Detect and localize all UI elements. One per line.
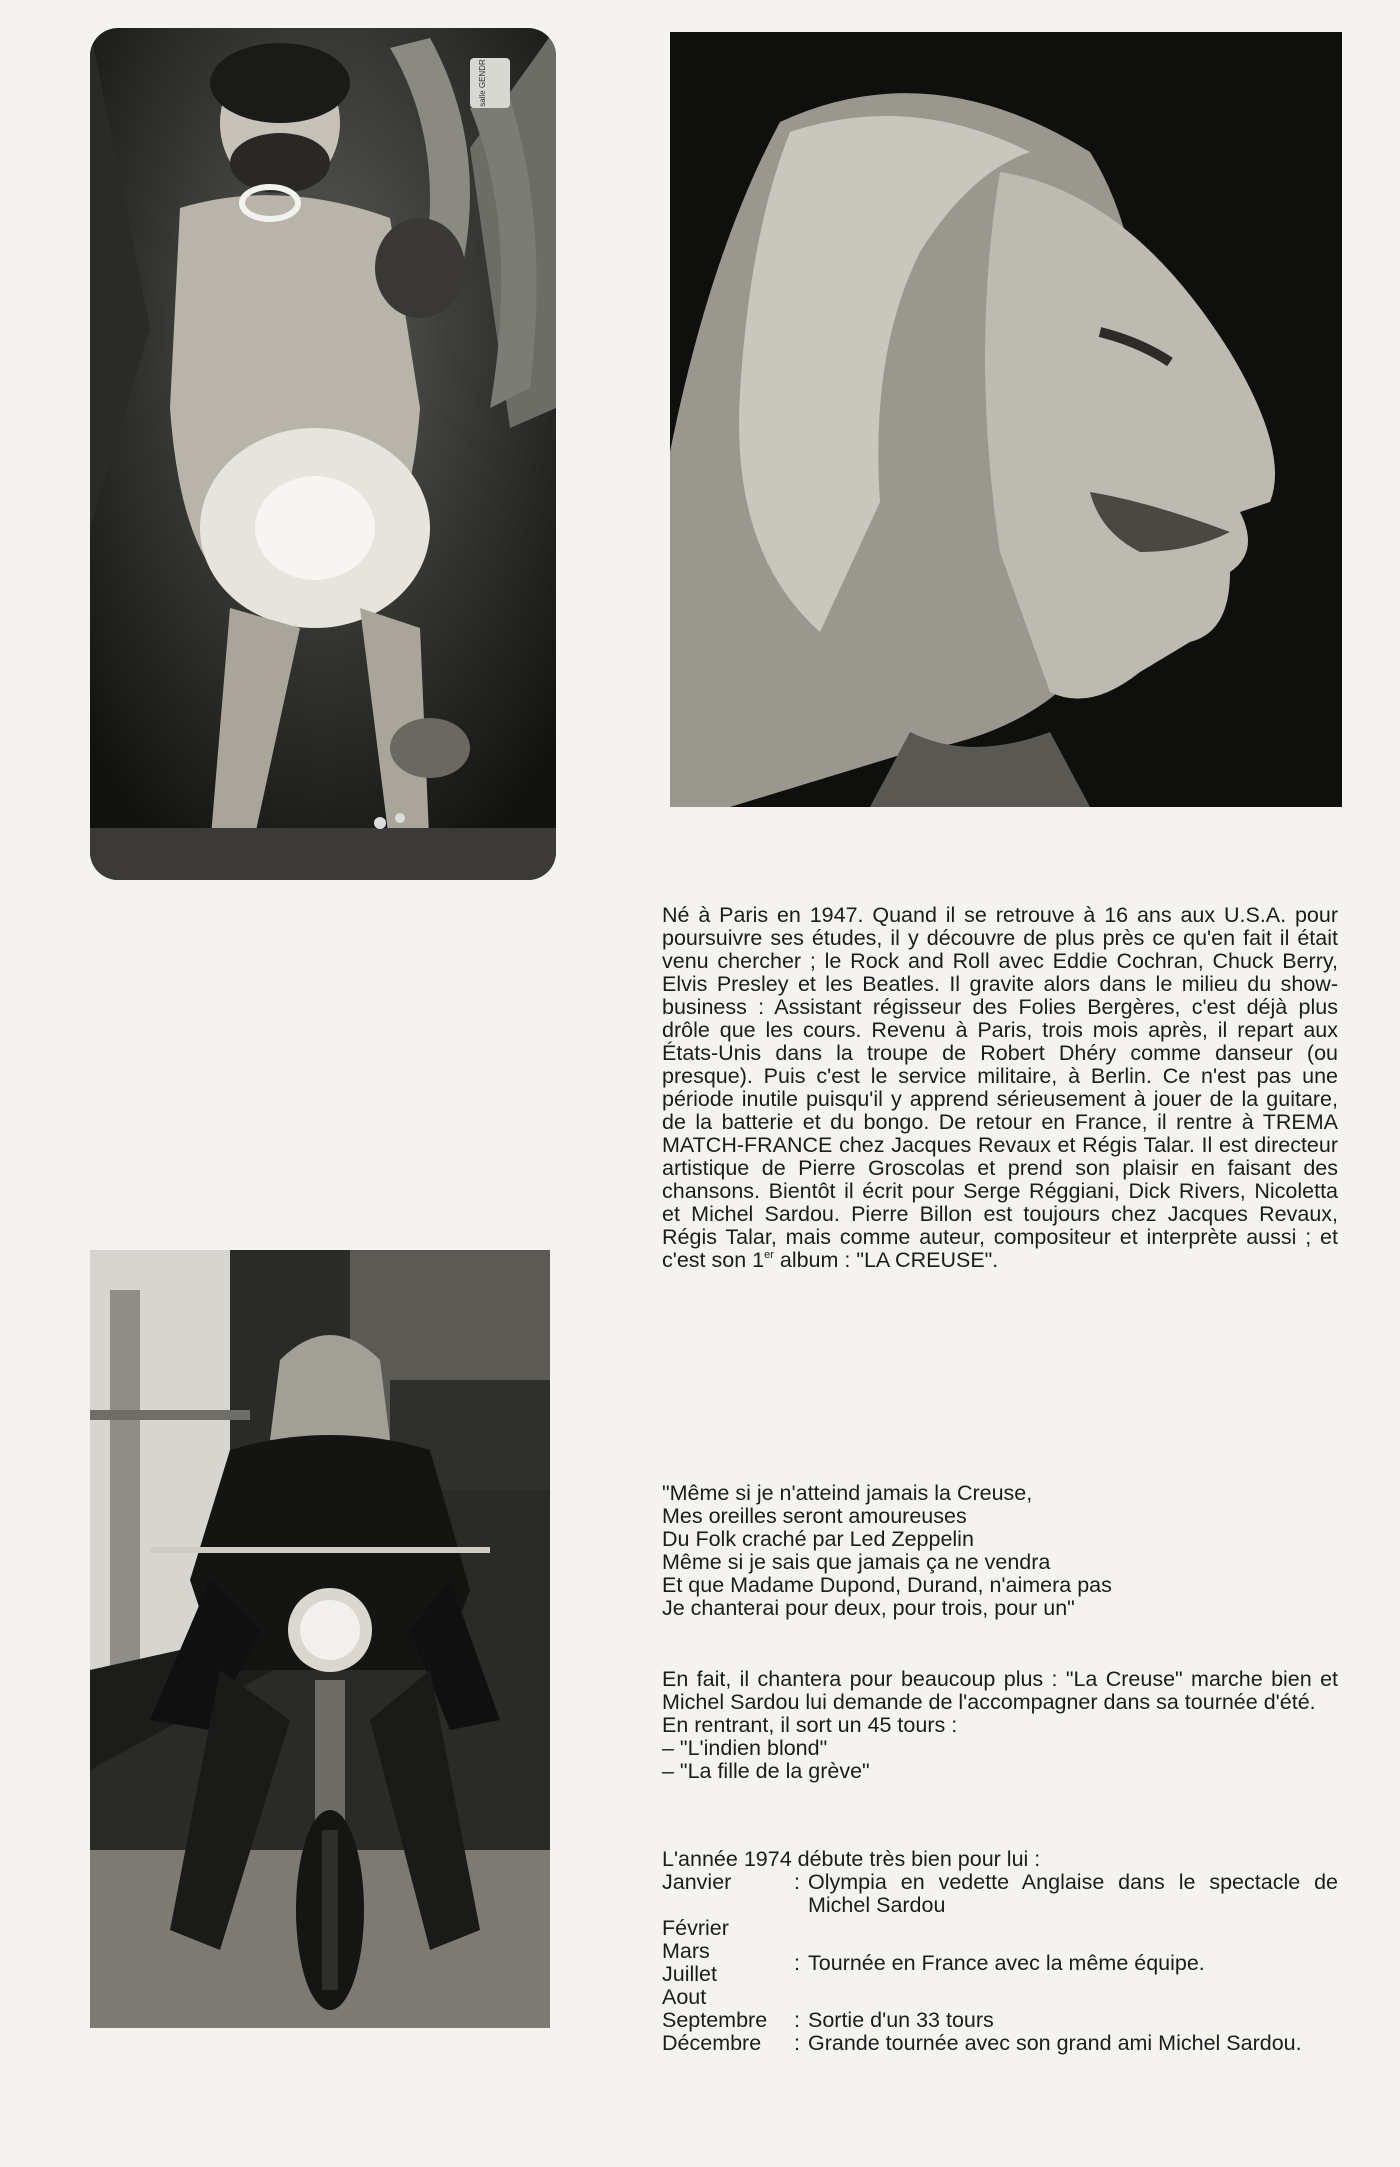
photo-portrait-profile — [670, 32, 1342, 807]
biography-superscript: er — [764, 1249, 774, 1261]
timeline-month: Décembre — [662, 2031, 762, 2055]
follow-up-line: En rentrant, il sort un 45 tours : — [662, 1713, 958, 1737]
follow-up-paragraph — [662, 1668, 1338, 1783]
timeline-row-janvier — [662, 1871, 1338, 1917]
timeline-month: Janvier — [662, 1870, 732, 1894]
timeline-desc: Tournée en France avec la même équipe. — [808, 1950, 1205, 1975]
timeline-1974 — [662, 1848, 1338, 2055]
follow-up-text: En fait, il chantera pour beaucoup plus : "La Creuse" marche bien et Michel Sardou lui demande de l'accompagner dans sa tournée d'été. — [662, 1667, 1338, 1714]
quote-line: Du Folk craché par Led Zeppelin — [662, 1527, 974, 1551]
biography-text-end: album : "LA CREUSE". — [773, 1248, 999, 1272]
photo-man-with-hat-image — [90, 28, 556, 880]
quote-line: Je chanterai pour deux, pour trois, pour un" — [662, 1596, 1075, 1620]
quote-line: Et que Madame Dupond, Durand, n'aimera pas — [662, 1573, 1112, 1597]
song-quote — [662, 1482, 1338, 1620]
timeline-colon: : — [794, 1870, 800, 1894]
quote-line: "Même si je n'atteind jamais la Creuse, — [662, 1481, 1033, 1505]
single-title: – "L'indien blond" — [662, 1736, 828, 1760]
photo-logo: salle GENDR — [478, 59, 487, 107]
timeline-desc: Sortie d'un 33 tours — [808, 2008, 994, 2032]
timeline-month: Septembre — [662, 2008, 768, 2032]
timeline-desc: Grande tournée avec son grand ami Michel Sardou. — [808, 2031, 1302, 2055]
timeline-row-decembre — [662, 2032, 1338, 2055]
timeline-intro: L'année 1974 débute très bien pour lui : — [662, 1847, 1041, 1871]
timeline-month: Juillet — [662, 1962, 717, 1986]
timeline-colon: : — [794, 2008, 800, 2032]
photo-portrait-profile-image — [670, 32, 1342, 807]
photo-man-with-hat — [90, 28, 556, 880]
timeline-colon: : — [794, 2031, 800, 2055]
timeline-month: Aout — [662, 1985, 707, 2009]
timeline-colon: : — [794, 1950, 800, 1975]
biography-paragraph — [662, 904, 1338, 1272]
timeline-month: Mars — [662, 1939, 710, 1963]
timeline-row-tour — [662, 1917, 1338, 2009]
single-title: – "La fille de la grève" — [662, 1759, 870, 1783]
timeline-desc: Olympia en vedette Anglaise dans le spectacle de Michel Sardou — [808, 1870, 1338, 1917]
quote-line: Même si je sais que jamais ça ne vendra — [662, 1550, 1051, 1574]
timeline-month: Février — [662, 1916, 729, 1940]
photo-motorcycle-image — [90, 1250, 550, 2028]
timeline-row-septembre — [662, 2009, 1338, 2032]
quote-line: Mes oreilles seront amoureuses — [662, 1504, 967, 1528]
photo-motorcycle — [90, 1250, 550, 2028]
biography-text: Né à Paris en 1947. Quand il se retrouve à 16 ans aux U.S.A. pour poursuivre ses études, il y découvre de plus près ce qu'en fait il était venu chercher ; le Rock and Roll avec Eddie Cochran, Chuck Berry, Elvis Presley et les Beatles. Il gravite alors dans le milieu du show-business : Assistant régisseur des Folies Bergères, c'est déjà plus drôle que les cours. Revenu à Paris, trois mois après, il repart aux États-Unis dans la troupe de Robert Dhéry comme danseur (ou presque). Puis c'est le service militaire, à Berlin. Ce n'est pas une période inutile puisqu'il y apprend sérieusement à jouer de la guitare, de la batterie et du bongo. De retour en France, il rentre à TREMA MATCH-FRANCE chez Jacques Revaux et Régis Talar. Il est directeur artistique de Pierre Groscolas et prend son plaisir en faisant des chansons. Bientôt il écrit pour Serge Réggiani, Dick Rivers, Nicoletta et Michel Sardou. Pierre Billon est toujours chez Jacques Revaux, Régis Talar, mais comme auteur, compositeur et interprète aussi ; et c'est son 1 — [662, 903, 1338, 1272]
